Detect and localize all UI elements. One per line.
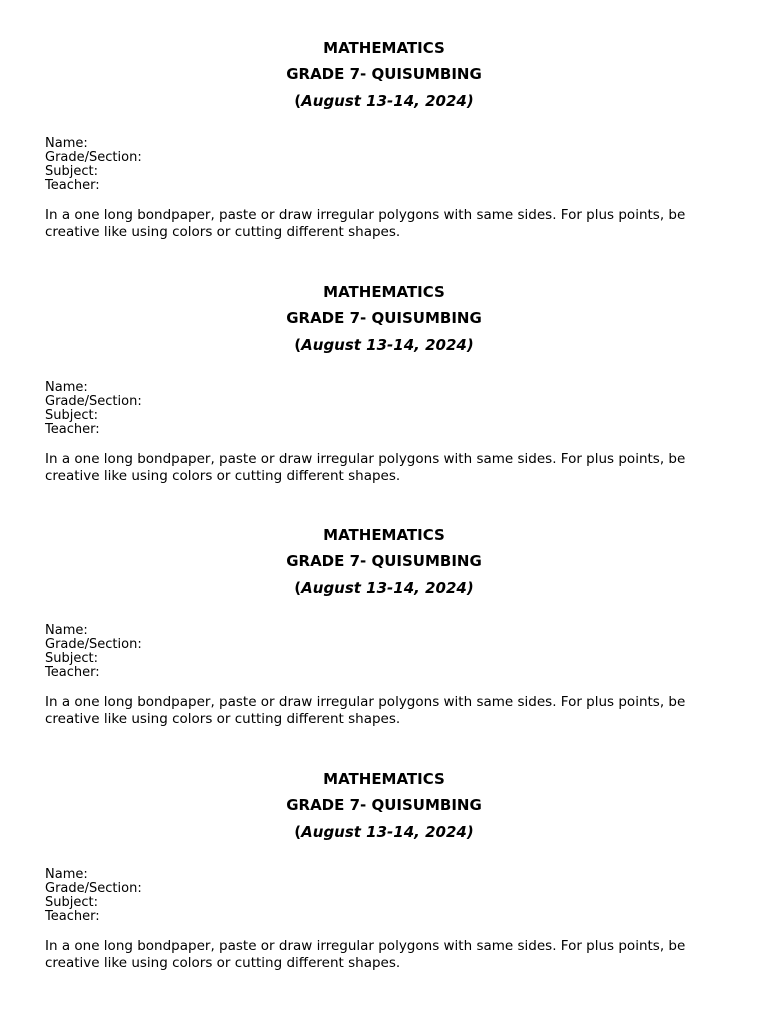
grade-line: GRADE 7- QUISUMBING: [286, 552, 482, 570]
subject-title: MATHEMATICS: [323, 770, 445, 788]
grade-line: GRADE 7- QUISUMBING: [286, 65, 482, 83]
instruction-text: In a one long bondpaper, paste or draw irregular polygons with same sides. For plus points, be creative like using colors or cutting different shapes.: [45, 451, 686, 484]
subject-field-label: Subject:: [45, 164, 98, 179]
info-fields: [45, 868, 142, 924]
instruction-text: In a one long bondpaper, paste or draw irregular polygons with same sides. For plus points, be creative like using colors or cutting different shapes.: [45, 694, 686, 727]
date-text: August 13-14, 2024): [301, 823, 474, 841]
subject-field-label: Subject:: [45, 651, 98, 666]
grade-section-field-label: Grade/Section:: [45, 394, 142, 409]
info-fields: [45, 381, 142, 437]
date-line: [0, 92, 768, 110]
date-line: [0, 579, 768, 597]
teacher-field-label: Teacher:: [45, 178, 100, 193]
subject-title: MATHEMATICS: [323, 283, 445, 301]
date-open-paren: (: [294, 823, 302, 841]
teacher-field-label: Teacher:: [45, 909, 100, 924]
subject-title: MATHEMATICS: [323, 526, 445, 544]
subject-field-label: Subject:: [45, 895, 98, 910]
subject-field-label: Subject:: [45, 408, 98, 423]
info-fields: [45, 137, 142, 193]
grade-section-field-label: Grade/Section:: [45, 637, 142, 652]
date-line: [0, 823, 768, 841]
date-line: [0, 336, 768, 354]
date-text: August 13-14, 2024): [301, 92, 474, 110]
grade-line: GRADE 7- QUISUMBING: [286, 309, 482, 327]
info-fields: [45, 624, 142, 680]
grade-section-field-label: Grade/Section:: [45, 150, 142, 165]
date-open-paren: (: [294, 336, 302, 354]
name-field-label: Name:: [45, 380, 88, 395]
name-field-label: Name:: [45, 623, 88, 638]
instruction-text: In a one long bondpaper, paste or draw irregular polygons with same sides. For plus points, be creative like using colors or cutting different shapes.: [45, 938, 686, 971]
teacher-field-label: Teacher:: [45, 422, 100, 437]
date-text: August 13-14, 2024): [301, 579, 474, 597]
name-field-label: Name:: [45, 867, 88, 882]
worksheet-block-3: [0, 526, 768, 766]
worksheet-block-1: [0, 39, 768, 279]
teacher-field-label: Teacher:: [45, 665, 100, 680]
grade-section-field-label: Grade/Section:: [45, 881, 142, 896]
subject-title: MATHEMATICS: [323, 39, 445, 57]
worksheet-block-2: [0, 283, 768, 523]
grade-line: GRADE 7- QUISUMBING: [286, 796, 482, 814]
name-field-label: Name:: [45, 136, 88, 151]
instruction-text: In a one long bondpaper, paste or draw irregular polygons with same sides. For plus points, be creative like using colors or cutting different shapes.: [45, 207, 686, 240]
date-open-paren: (: [294, 92, 302, 110]
worksheet-block-4: [0, 770, 768, 1010]
date-open-paren: (: [294, 579, 302, 597]
date-text: August 13-14, 2024): [301, 336, 474, 354]
